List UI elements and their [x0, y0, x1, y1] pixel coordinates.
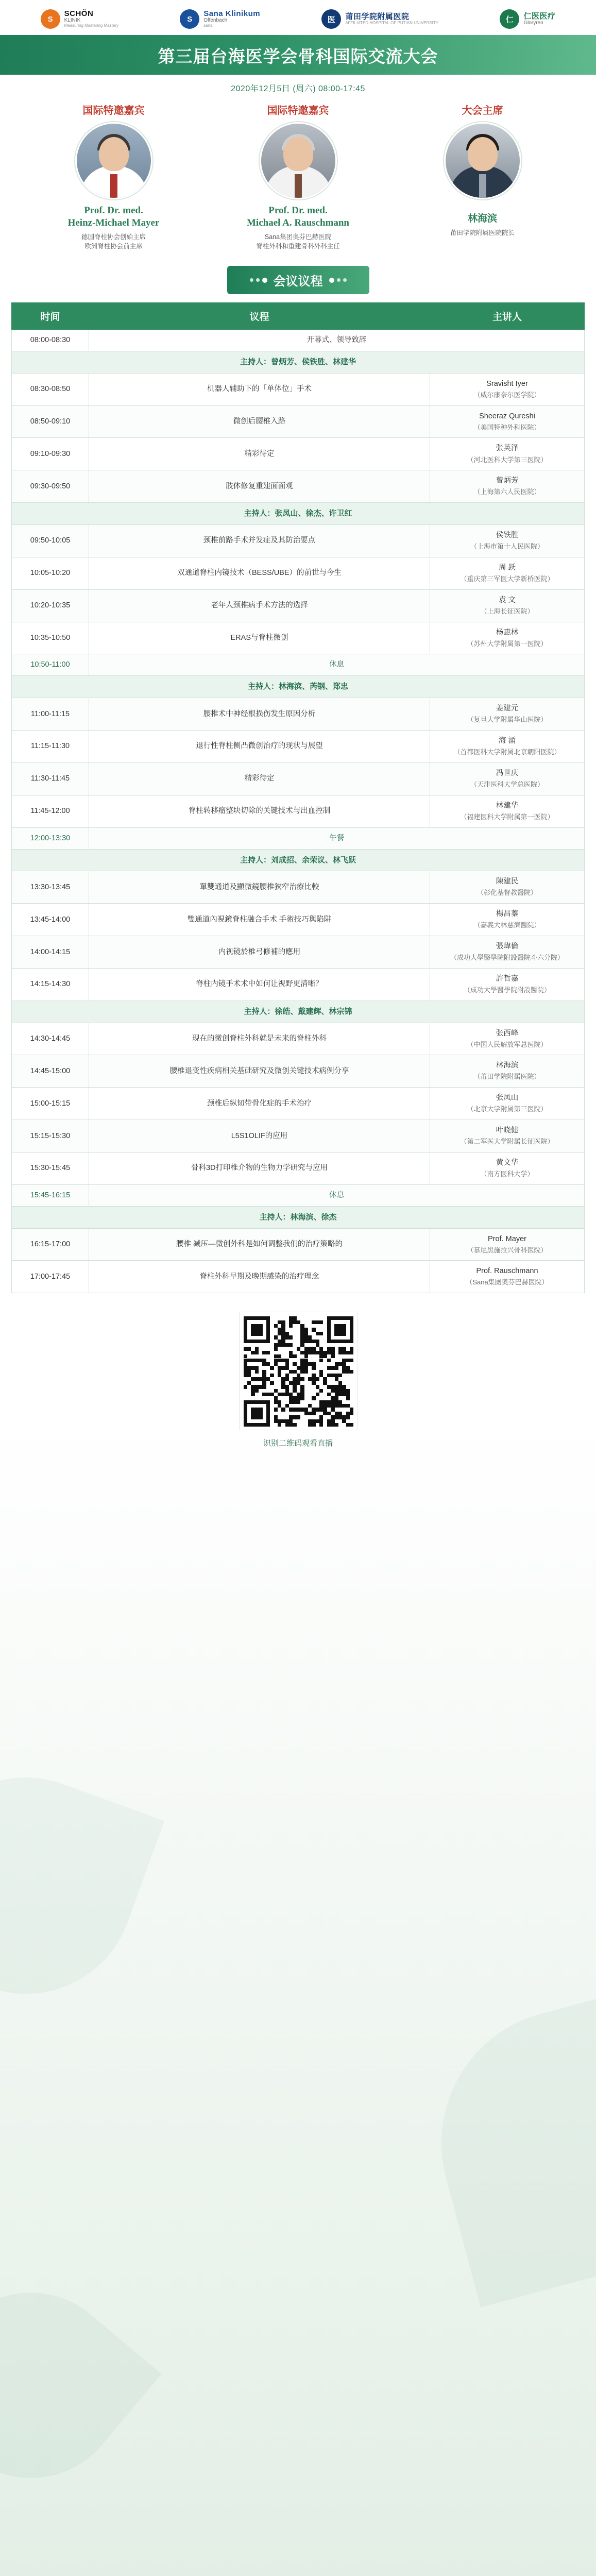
speaker-affiliation: （上海市第十人民医院） — [470, 542, 544, 550]
logo-line-2: AFFILIATED HOSPITAL OF PUTIAN UNIVERSITY — [345, 20, 439, 25]
session-time: 10:35-10:50 — [12, 622, 89, 654]
session-speaker — [430, 1088, 585, 1120]
table-row — [12, 795, 585, 827]
sana-mark-icon: S — [180, 9, 199, 29]
session-speaker — [430, 1261, 585, 1293]
qr-code[interactable] — [239, 1312, 357, 1430]
chair-label: 主持人：刘成招、余荣议、林飞跃 — [12, 849, 585, 871]
session-speaker — [430, 936, 585, 969]
session-speaker — [430, 470, 585, 503]
table-row — [12, 622, 585, 654]
speaker-name: Prof. Rauschmann — [476, 1267, 538, 1276]
speaker-affiliation: （威尔康奈尔医学院） — [473, 391, 541, 399]
table-row — [12, 1228, 585, 1261]
qr-section — [0, 1298, 596, 1473]
qr-caption: 识别二维码观看直播 — [263, 1439, 333, 1448]
table-row — [12, 1023, 585, 1055]
page-title: 第三届台海医学会骨科国际交流大会 — [158, 48, 438, 66]
chair-row — [12, 676, 585, 698]
session-topic: 雙通道內視鏡脊柱融合手术 手術技巧與陷阱 — [89, 904, 430, 936]
session-speaker — [430, 524, 585, 557]
table-header-row — [12, 303, 585, 330]
session-topic: 开幕式、领导致辞 — [89, 330, 585, 351]
table-row — [12, 827, 585, 849]
table-row — [12, 1088, 585, 1120]
speaker-affiliation: （慕尼黑施拉兴骨科医院） — [467, 1246, 548, 1254]
chair-label: 主持人：徐皓、戴建辉、林宗锦 — [12, 1001, 585, 1023]
session-topic: 现在的微创脊柱外科就是未来的脊柱外科 — [89, 1023, 430, 1055]
session-speaker — [430, 795, 585, 827]
table-row — [12, 698, 585, 731]
guest-role: 大会主席 — [462, 105, 503, 116]
chair-row — [12, 1001, 585, 1023]
session-topic: 脊柱内镜手术术中如何让视野更清晰？ — [89, 968, 430, 1001]
session-time: 13:30-13:45 — [12, 871, 89, 904]
speaker-affiliation: （上海第六人民医院） — [473, 488, 541, 496]
speaker-affiliation: （Sana集團奧芬巴赫医院） — [466, 1278, 549, 1286]
guest-card-1 — [26, 102, 201, 251]
session-time: 14:15-14:30 — [12, 968, 89, 1001]
table-row — [12, 871, 585, 904]
table-row — [12, 1055, 585, 1088]
session-time: 10:20-10:35 — [12, 589, 89, 622]
session-topic: 脊柱外科早期及晚期感染的治疗理念 — [89, 1261, 430, 1293]
table-row — [12, 1261, 585, 1293]
speaker-name: 叶晓健 — [496, 1126, 519, 1135]
session-speaker — [430, 1055, 585, 1088]
decorative-leaf — [0, 2255, 162, 2516]
session-topic: 腰椎 减压—微创外科是如何调整我们的治疗策略的 — [89, 1228, 430, 1261]
logo-line-1: 仁医医疗 — [523, 11, 556, 21]
speaker-name: 楊昌蓁 — [496, 910, 519, 919]
speaker-affiliation: （重庆第三军医大学新桥医院） — [460, 574, 554, 583]
logo-line-2: Gloryren — [523, 20, 543, 26]
logo-line-1: Sana Klinikum — [203, 9, 261, 19]
putian-mark-icon: 医 — [321, 9, 341, 29]
session-speaker — [430, 904, 585, 936]
column-header-time: 时间 — [12, 303, 89, 330]
guest-role: 国际特邀嘉宾 — [82, 105, 145, 116]
guest-affiliation-line2: 脊柱外科和重建骨科外科主任 — [256, 243, 340, 250]
table-row — [12, 762, 585, 795]
speaker-affiliation: （首都医科大学附属北京朝阳医院） — [453, 748, 561, 756]
session-topic: 双通道脊柱内镜技术（BESS/UBE）的前世与今生 — [89, 557, 430, 589]
table-row — [12, 438, 585, 470]
session-time: 10:50-11:00 — [12, 654, 89, 676]
avatar — [260, 122, 337, 199]
guest-affiliation-line2: 欧洲脊柱协会前主席 — [84, 243, 143, 250]
session-topic: 颈椎前路手术并发症及其防治要点 — [89, 524, 430, 557]
guest-affiliation-line1: 莆田学院附属医院院长 — [450, 229, 515, 236]
table-row — [12, 1120, 585, 1153]
table-row — [12, 330, 585, 351]
session-time: 15:00-15:15 — [12, 1088, 89, 1120]
agenda-table — [11, 302, 585, 1293]
table-row — [12, 557, 585, 589]
speaker-name: 张西峰 — [496, 1029, 519, 1038]
session-time: 11:45-12:00 — [12, 795, 89, 827]
speaker-affiliation: （福建医科大学附属第一医院） — [460, 812, 554, 821]
session-speaker — [430, 438, 585, 470]
session-topic: L5S1OLIF的应用 — [89, 1120, 430, 1153]
session-speaker — [430, 622, 585, 654]
session-time: 14:00-14:15 — [12, 936, 89, 969]
dots-ornament-right — [329, 278, 347, 283]
avatar — [444, 122, 521, 199]
session-topic: 退行性脊柱侧凸微创治疗的现状与展望 — [89, 731, 430, 763]
agenda-table-body — [12, 330, 585, 1293]
session-time: 14:30-14:45 — [12, 1023, 89, 1055]
guest-name-line2: Michael A. Rauschmann — [247, 217, 349, 228]
session-time: 11:00-11:15 — [12, 698, 89, 731]
chair-label: 主持人：林海滨、徐杰 — [12, 1206, 585, 1228]
session-speaker — [430, 1023, 585, 1055]
speaker-affiliation: （美国特种外科医院） — [473, 423, 541, 431]
session-topic: 颈椎后纵韧带骨化症的手术治疗 — [89, 1088, 430, 1120]
event-date: 2020年12月5日 (周六) 08:00-17:45 — [231, 84, 365, 93]
speaker-affiliation: （复旦大学附属华山医院） — [467, 716, 548, 724]
speaker-name: 陳建民 — [496, 877, 519, 886]
guest-list — [0, 102, 596, 257]
logo-sana-klinikum — [180, 9, 260, 29]
session-topic: 精彩待定 — [89, 762, 430, 795]
speaker-name: Prof. Mayer — [488, 1234, 526, 1243]
speaker-affiliation: （彰化基督教醫院） — [476, 889, 537, 897]
sponsor-logo-bar — [0, 0, 596, 35]
logo-gloryren — [500, 9, 555, 29]
guest-role: 国际特邀嘉宾 — [267, 105, 329, 116]
speaker-name: 张凤山 — [496, 1094, 519, 1103]
session-time: 12:00-13:30 — [12, 827, 89, 849]
chair-row — [12, 1206, 585, 1228]
speaker-name: 姜建元 — [496, 704, 519, 713]
speaker-affiliation: （南方医科大学） — [480, 1170, 534, 1178]
session-speaker — [430, 698, 585, 731]
table-row — [12, 936, 585, 969]
session-topic: 骨科3D打印椎介物的生物力学研究与应用 — [89, 1152, 430, 1184]
speaker-name: 曾炳芳 — [496, 477, 519, 485]
table-row — [12, 405, 585, 438]
logo-schon-klinik — [41, 9, 118, 29]
chair-label: 主持人：张凤山、徐杰、许卫红 — [12, 503, 585, 525]
guest-name-line1: Prof. Dr. med. — [84, 205, 143, 216]
logo-line-1: 莆田学院附属医院 — [345, 12, 410, 21]
session-topic: 腰椎退变性疾病相关基础研究及微创关键技术病例分享 — [89, 1055, 430, 1088]
session-time: 14:45-15:00 — [12, 1055, 89, 1088]
chair-row — [12, 351, 585, 374]
speaker-affiliation: （中国人民解放军总医院） — [467, 1040, 548, 1048]
session-speaker — [430, 405, 585, 438]
session-topic: ERAS与脊柱微创 — [89, 622, 430, 654]
session-time: 11:15-11:30 — [12, 731, 89, 763]
session-topic: 單雙通道及顯微鏡腰椎狹窄治療比較 — [89, 871, 430, 904]
session-time: 09:10-09:30 — [12, 438, 89, 470]
speaker-affiliation: （北京大学附属第三医院） — [467, 1105, 548, 1113]
guest-card-2 — [211, 102, 386, 251]
speaker-affiliation: （成功大學醫學院附設醫院斗六分院） — [450, 954, 564, 962]
guest-name-line2: Heinz-Michael Mayer — [67, 217, 160, 228]
speaker-name: 杨惠林 — [496, 628, 519, 637]
column-header-topic: 议程 — [89, 303, 430, 330]
agenda-heading — [0, 266, 596, 294]
speaker-name: 袁 文 — [498, 596, 516, 604]
speaker-affiliation: （苏州大学附属第一医院） — [467, 639, 548, 648]
guest-name-line2: 林海滨 — [467, 213, 497, 224]
speaker-name: 冯世庆 — [496, 769, 519, 777]
table-row — [12, 1152, 585, 1184]
table-row — [12, 373, 585, 405]
session-time: 09:30-09:50 — [12, 470, 89, 503]
logo-line-3: sana — [203, 23, 213, 28]
session-speaker — [430, 1152, 585, 1184]
guest-card-3 — [395, 102, 570, 251]
dots-ornament-left — [250, 278, 267, 283]
session-time: 11:30-11:45 — [12, 762, 89, 795]
speaker-name: 張瑋倫 — [496, 942, 519, 951]
speaker-affiliation: （天津医科大学总医院） — [470, 780, 544, 788]
speaker-affiliation: （上海长征医院） — [480, 607, 534, 615]
session-topic: 休息 — [89, 654, 585, 676]
table-row — [12, 470, 585, 503]
session-topic: 休息 — [89, 1184, 585, 1206]
session-time: 15:30-15:45 — [12, 1152, 89, 1184]
session-time: 13:45-14:00 — [12, 904, 89, 936]
session-time: 16:15-17:00 — [12, 1228, 89, 1261]
session-speaker — [430, 589, 585, 622]
speaker-name: 黄文华 — [496, 1158, 519, 1167]
speaker-name: 林建华 — [496, 801, 519, 810]
speaker-affiliation: （莆田学院附属医院） — [473, 1073, 541, 1081]
guest-affiliation-line1: 德国脊柱协会创始主席 — [81, 233, 146, 241]
session-topic: 精彩待定 — [89, 438, 430, 470]
speaker-name: Sheeraz Qureshi — [479, 412, 535, 420]
logo-line-1: SCHÖN — [64, 9, 94, 19]
session-topic: 肢体修复重建面面观 — [89, 470, 430, 503]
session-topic: 机器人辅助下的「单体位」手术 — [89, 373, 430, 405]
session-time: 10:05-10:20 — [12, 557, 89, 589]
speaker-name: 林海滨 — [496, 1061, 519, 1070]
speaker-affiliation: （河北医科大学第三医院） — [467, 455, 548, 464]
session-topic: 腰椎术中神经根损伤发生原因分析 — [89, 698, 430, 731]
chair-row — [12, 503, 585, 525]
chair-label: 主持人：曾炳芳、侯铁胜、林建华 — [12, 351, 585, 374]
table-row — [12, 731, 585, 763]
guest-name-line1: Prof. Dr. med. — [268, 205, 328, 216]
session-topic: 微创后腰椎入路 — [89, 405, 430, 438]
session-topic: 午餐 — [89, 827, 585, 849]
table-row — [12, 904, 585, 936]
agenda-table-wrapper — [0, 294, 596, 1298]
session-time: 17:00-17:45 — [12, 1261, 89, 1293]
session-speaker — [430, 968, 585, 1001]
session-time: 09:50-10:05 — [12, 524, 89, 557]
session-topic: 内视镜於椎弓修補的應用 — [89, 936, 430, 969]
session-speaker — [430, 557, 585, 589]
session-speaker — [430, 373, 585, 405]
session-time: 15:45-16:15 — [12, 1184, 89, 1206]
logo-line-3: Measuring Mastering Mastery — [64, 23, 118, 28]
table-row — [12, 654, 585, 676]
session-speaker — [430, 1120, 585, 1153]
logo-line-2: KLINIK — [64, 18, 81, 24]
speaker-affiliation: （第二军医大学附属长征医院） — [460, 1138, 554, 1146]
session-speaker — [430, 1228, 585, 1261]
chair-row — [12, 849, 585, 871]
decorative-leaf — [0, 1747, 164, 2024]
table-row — [12, 968, 585, 1001]
speaker-name: 张英泽 — [496, 444, 519, 453]
session-topic: 脊柱转移瘤整块切除的关键技术与出血控制 — [89, 795, 430, 827]
table-row — [12, 1184, 585, 1206]
speaker-name: 周 跃 — [498, 563, 516, 572]
session-speaker — [430, 762, 585, 795]
speaker-name: Sravisht Iyer — [486, 379, 528, 388]
speaker-name: 許哲嘉 — [496, 974, 519, 983]
gloryren-mark-icon: 仁 — [500, 9, 519, 29]
session-time: 08:00-08:30 — [12, 330, 89, 351]
speaker-name: 海 涌 — [498, 737, 516, 745]
session-time: 15:15-15:30 — [12, 1120, 89, 1153]
speaker-name: 侯铁胜 — [496, 531, 519, 539]
session-speaker — [430, 871, 585, 904]
column-header-speaker: 主讲人 — [430, 303, 585, 330]
table-row — [12, 589, 585, 622]
avatar — [75, 122, 152, 199]
session-time: 08:50-09:10 — [12, 405, 89, 438]
decorative-leaf — [412, 1979, 596, 2308]
speaker-affiliation: （成功大學醫學院附設醫院） — [463, 986, 551, 994]
session-speaker — [430, 731, 585, 763]
chair-label: 主持人：林海滨、芮钢、郑忠 — [12, 676, 585, 698]
title-band — [0, 35, 596, 75]
session-topic: 老年人颈椎病手术方法的选择 — [89, 589, 430, 622]
schon-klinik-mark-icon: S — [41, 9, 60, 29]
table-row — [12, 524, 585, 557]
session-time: 08:30-08:50 — [12, 373, 89, 405]
guest-affiliation-line1: Sana集团奥芬巴赫医院 — [264, 233, 332, 241]
logo-putian-hospital — [321, 9, 438, 29]
agenda-title-text: 会议议程 — [273, 275, 323, 289]
speaker-affiliation: （嘉義大林慈濟醫院） — [473, 921, 541, 929]
logo-line-2: Offenbach — [203, 18, 228, 24]
